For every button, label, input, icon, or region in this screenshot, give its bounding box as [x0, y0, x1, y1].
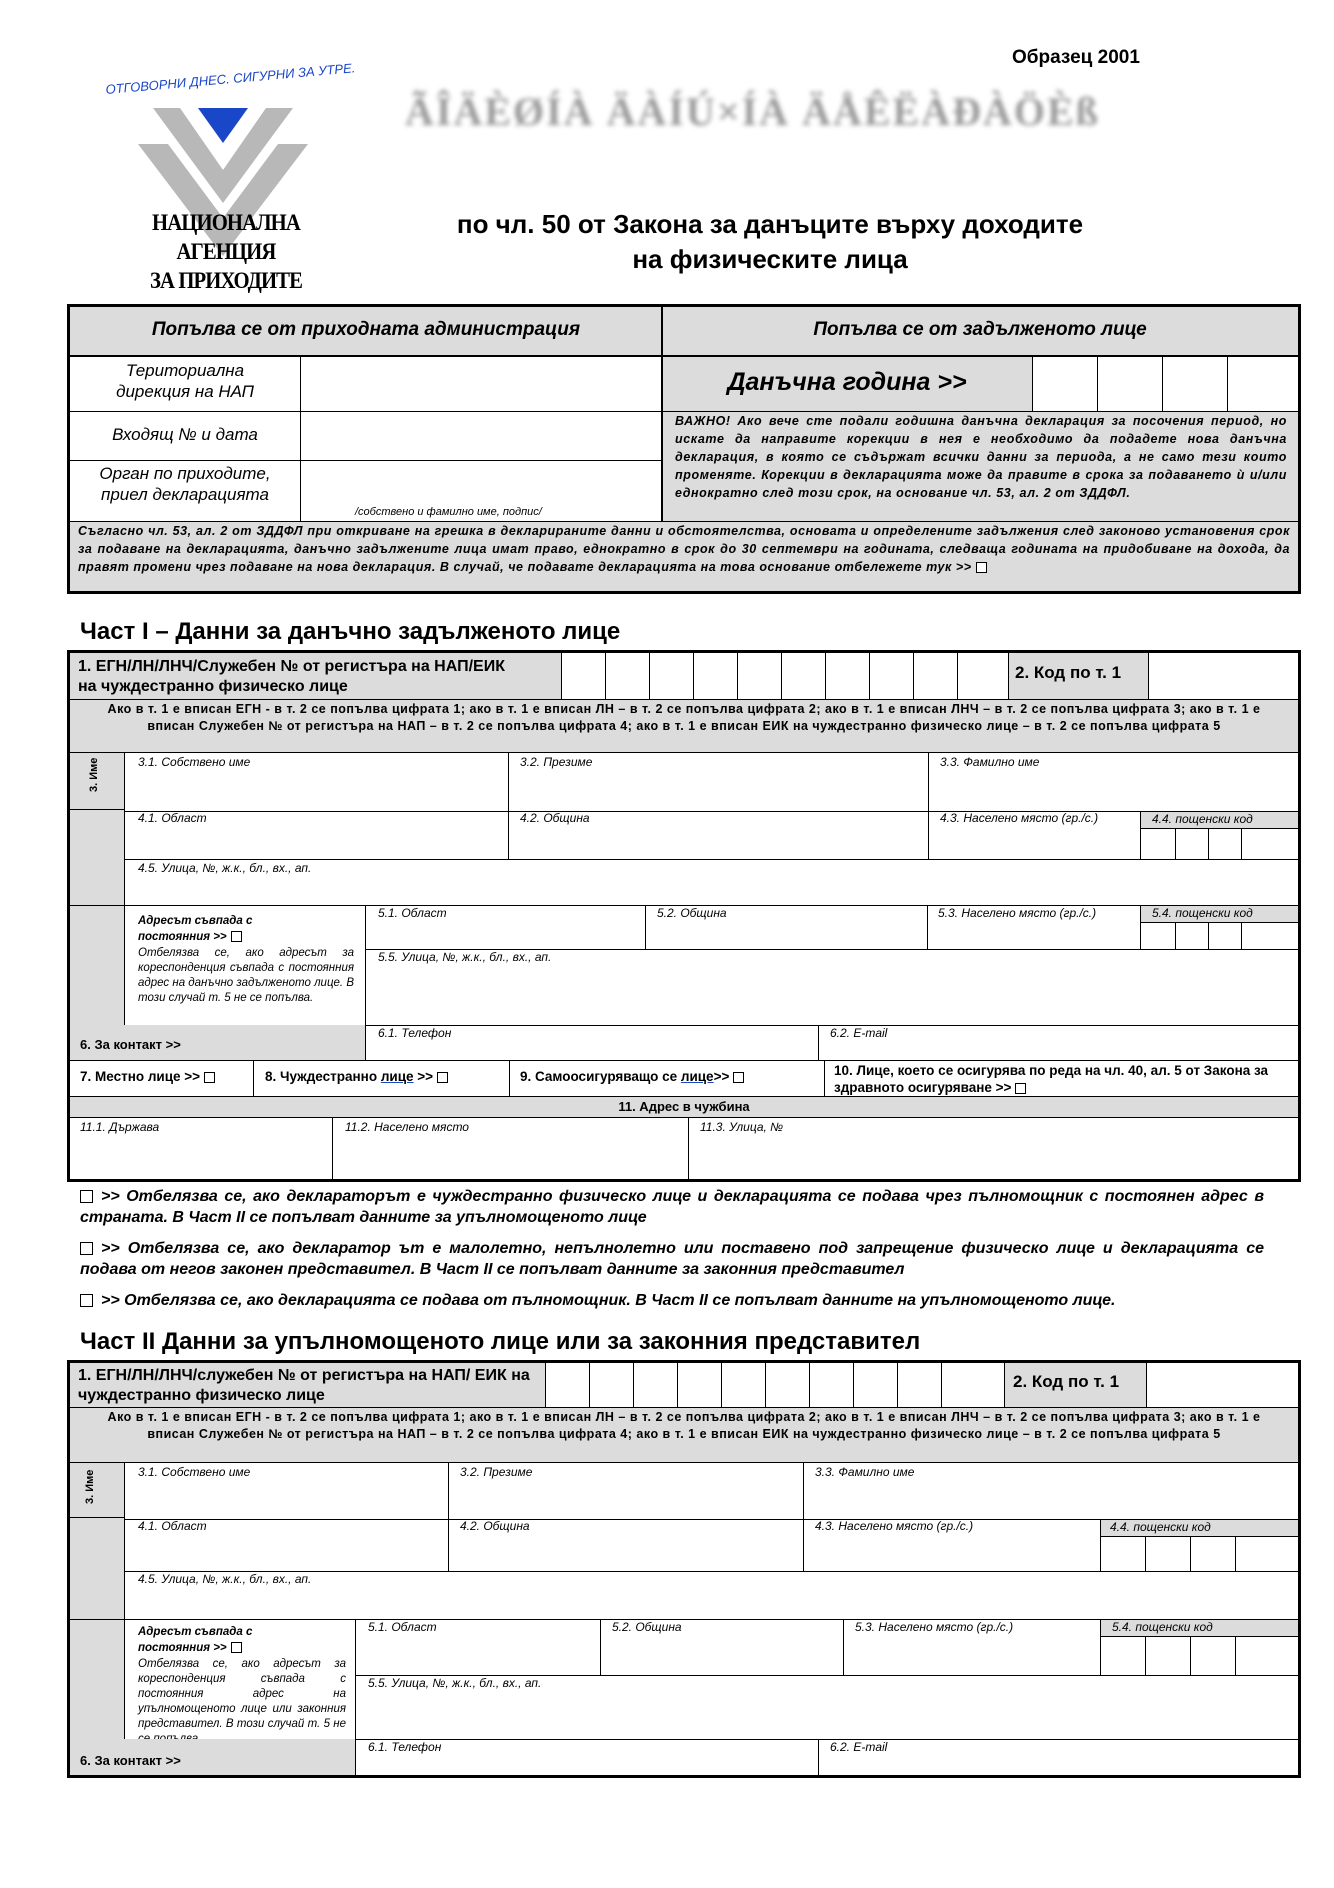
p1-f55: 5.5. Улица, №, ж.к., бл., вх., ап.	[378, 950, 552, 964]
part1-title: Част I – Данни за данъчно задълженото лице	[80, 618, 621, 645]
p2-f42: 4.2. Община	[460, 1519, 530, 1533]
p1-f33: 3.3. Фамилно име	[940, 755, 1040, 769]
p1-foreign-checkbox[interactable]	[437, 1072, 448, 1083]
check-1-box[interactable]	[80, 1190, 93, 1203]
p1-f51: 5.1. Област	[378, 906, 447, 920]
p2-addr-same-checkbox[interactable]	[231, 1642, 242, 1653]
p2-f44: 4.4. пощенски код	[1110, 1520, 1211, 1534]
p2-id-input[interactable]	[546, 1364, 1003, 1406]
p1-id-input[interactable]	[562, 654, 1007, 698]
p1-f54: 5.4. пощенски код	[1152, 906, 1253, 920]
p1-abroad-head: 11. Адрес в чужбина	[618, 1099, 750, 1114]
p2-f51: 5.1. Област	[368, 1620, 437, 1634]
p1-f31: 3.1. Собствено име	[138, 755, 251, 769]
p1-f112: 11.2. Населено място	[345, 1120, 469, 1134]
p2-f43: 4.3. Населено място (гр./с.)	[815, 1519, 974, 1533]
p1-f45: 4.5. Улица, №, ж.к., бл., вх., ап.	[138, 861, 312, 875]
p2-f54: 5.4. пощенски код	[1112, 1620, 1213, 1634]
p1-addr-same-checkbox[interactable]	[231, 931, 242, 942]
p1-code-input[interactable]	[1149, 654, 1297, 698]
p1-f111: 11.1. Държава	[80, 1120, 160, 1134]
p1-f32: 3.2. Презиме	[520, 755, 593, 769]
p1-f44: 4.4. пощенски код	[1152, 812, 1253, 826]
svg-text:ОТГОВОРНИ ДНЕС. СИГУРНИ ЗА УТР: ОТГОВОРНИ ДНЕС. СИГУРНИ ЗА УТРЕ.	[104, 60, 356, 97]
p1-f62: 6.2. E-mail	[830, 1026, 888, 1040]
row-incoming: Входящ № и дата	[112, 425, 258, 444]
admin-left-head: Попълва се от приходната администрация	[151, 319, 581, 340]
incoming-input[interactable]	[301, 412, 661, 459]
p1-f52: 5.2. Община	[657, 906, 727, 920]
p1-addr-same: Адресът съвпада с постоянния >>	[138, 915, 253, 943]
admin-right-head: Попълва се от задълженото лице	[813, 319, 1147, 340]
p1-local-checkbox[interactable]	[204, 1072, 215, 1083]
p2-f45: 4.5. Улица, №, ж.к., бл., вх., ап.	[138, 1572, 312, 1586]
garbled-title: ÃÎÄÈØÍÀ ÄÀÍÚ×ÍÀ ÄÅÊËÀÐÀÖÈß	[405, 89, 1100, 134]
p1-name-side: 3. Име	[88, 757, 100, 792]
p1-local-person: 7. Местно лице >>	[80, 1069, 215, 1084]
p2-f33: 3.3. Фамилно име	[815, 1465, 915, 1479]
p2-f41: 4.1. Област	[138, 1519, 207, 1533]
p1-addr-note: Отбелязва се, ако адресът за кореспонденция съвпада с постоянния адрес на данъчно задълженото лице. В този случай т. 5 не се попълва.	[138, 947, 354, 1004]
check-2-box[interactable]	[80, 1242, 93, 1255]
check-3-box[interactable]	[80, 1294, 93, 1307]
p1-contact: 6. За контакт >>	[80, 1037, 181, 1052]
p1-selfinsured-checkbox[interactable]	[733, 1072, 744, 1083]
p2-f53: 5.3. Населено място (гр./с.)	[855, 1620, 1014, 1634]
sign-note: /собствено и фамилно име, подпис/	[355, 506, 542, 518]
p2-name-side: 3. Име	[84, 1469, 96, 1504]
p2-addr-note: Отбелязва се, ако адресът за кореспонденция съвпада с постоянния адрес на упълномощеното лице или законния представител. В този случай т. 5 не	[138, 1658, 346, 1730]
important-note: ВАЖНО! Ако вече сте подали годишна данъчна декларация за посочения период, но искате да направите корекции в нея е необходимо да подадете нова данъчна декларация, в която се съдържат всички данни за периода, а не само тези които променяте. Корекции в декларацията може да правите в срока за подаването ѝ и/или еднократно след този срок, на основание чл. 53, ал. 2 от ЗДДФЛ.	[675, 414, 1287, 500]
row-officer: Орган по приходите, приел декларацията	[99, 464, 271, 504]
part2-title: Част II Данни за упълномощеното лице или за законния представител	[80, 1328, 921, 1355]
p1-id-label: 1. ЕГН/ЛН/ЛНЧ/Служебен № от регистъра на НАП/ЕИК на чуждестранно физическо лице	[78, 658, 505, 695]
p2-id-label: 1. ЕГН/ЛН/ЛНЧ/служебен № от регистъра на НАП/ ЕИК на чуждестранно физическо лице	[78, 1367, 530, 1404]
p1-selfinsured: 9. Самоосигуряващо се лице>>	[520, 1069, 744, 1084]
p2-instruction: Ако в т. 1 е вписан ЕГН - в т. 2 се попълва цифрата 1; ако в т. 1 е вписан ЛН – в т. 2 се попълва цифрата 2; ако в т. 1 е вписан ЛНЧ – в т. 2 се попълва цифрата 3; ако в т. 1 е вписан Служебен № от регистъра на НАП – в т. 2 се попълва цифрата 4; ако в т. 1 е вписан ЕИК на чуждестранно физическо лице – в т. 2 се попълва цифрата 5	[107, 1410, 1261, 1441]
p1-f41: 4.1. Област	[138, 811, 207, 825]
tax-year-label: Данъчна година >>	[727, 368, 967, 396]
officer-input[interactable]	[301, 461, 661, 506]
territorial-input[interactable]	[301, 356, 661, 410]
check-1: >> Отбелязва се, ако деклараторът е чуждестранно физическо лице и декларацията се подава чрез пълномощник с постоянен адрес в страната. В Част II се попълват данните за упълномощеното лице	[80, 1188, 1264, 1226]
agency-name: НАЦИОНАЛНА АГЕНЦИЯ ЗА ПРИХОДИТЕ	[149, 210, 303, 293]
check-3: >> Отбелязва се, ако декларацията се подава от пълномощник. В Част II се попълват данните на упълномощеното лице.	[80, 1290, 1264, 1311]
row-territorial: Териториална дирекция на НАП	[116, 361, 254, 401]
p1-f53: 5.3. Населено място (гр./с.)	[938, 906, 1097, 920]
p1-f61: 6.1. Телефон	[378, 1026, 452, 1040]
p2-f61: 6.1. Телефон	[368, 1740, 442, 1754]
p2-f32: 3.2. Презиме	[460, 1465, 533, 1479]
p2-f31: 3.1. Собствено име	[138, 1465, 251, 1479]
amendment-checkbox[interactable]	[976, 562, 987, 573]
p2-contact: 6. За контакт >>	[80, 1753, 181, 1768]
p1-foreign-person: 8. Чуждестранно лице >>	[265, 1069, 448, 1084]
check-2: >> Отбелязва се, ако декларатор ът е малолетно, непълнолетно или поставено под запрещение физическо лице и декларацията се подава от негов законен представител. В Част II се попълват данните за законния представител	[80, 1240, 1264, 1278]
subtitle: по чл. 50 от Закона за данъците върху доходите на физическите лица	[456, 209, 1084, 274]
sample-label: Образец 2001	[1012, 47, 1140, 68]
p1-health-checkbox[interactable]	[1015, 1083, 1026, 1094]
p1-instruction: Ако в т. 1 е вписан ЕГН - в т. 2 се попълва цифрата 1; ако в т. 1 е вписан ЛН – в т. 2 се попълва цифрата 2; ако в т. 1 е вписан ЛНЧ – в т. 2 се попълва цифрата 3; ако в т. 1 е вписан Служебен № от регистъра на НАП – в т. 2 се попълва цифрата 4; ако в т. 1 е вписан ЕИК на чуждестранно физическо лице – в т. 2 се попълва цифрата 5	[107, 702, 1261, 733]
p1-f43: 4.3. Населено място (гр./с.)	[940, 811, 1099, 825]
p2-f55: 5.5. Улица, №, ж.к., бл., вх., ап.	[368, 1676, 542, 1690]
p2-f52: 5.2. Община	[612, 1620, 682, 1634]
p2-code-input[interactable]	[1147, 1364, 1297, 1406]
p2-code-label: 2. Код по т. 1	[1013, 1372, 1120, 1391]
tax-year-input[interactable]	[1033, 356, 1297, 410]
p1-health-insured: 10. Лице, което се осигурява по реда на чл. 40, ал. 5 от Закона за здравното осигуряване >>	[834, 1063, 1269, 1095]
p1-f113: 11.3. Улица, №	[700, 1120, 784, 1134]
p2-f62: 6.2. E-mail	[830, 1740, 888, 1754]
p2-addr-same: Адресът съвпада с постоянния >>	[138, 1626, 253, 1654]
p1-code-label: 2. Код по т. 1	[1015, 663, 1122, 682]
amendment-note: Съгласно чл. 53, ал. 2 от ЗДДФЛ при откриване на грешка в декларираните данни и обстоятелства, основата и определените задължения след законово установения срок за подаване на декларацията, данъчно задължените лица имат право, еднократно в срок до 30 септември на годината, следваща годината на придобиване на дохода, да правят промени чрез подаване на нова декларация. В случай, че подавате декларацията на това основание отбележете тук >>	[78, 524, 1290, 574]
p1-f42: 4.2. Община	[520, 811, 590, 825]
